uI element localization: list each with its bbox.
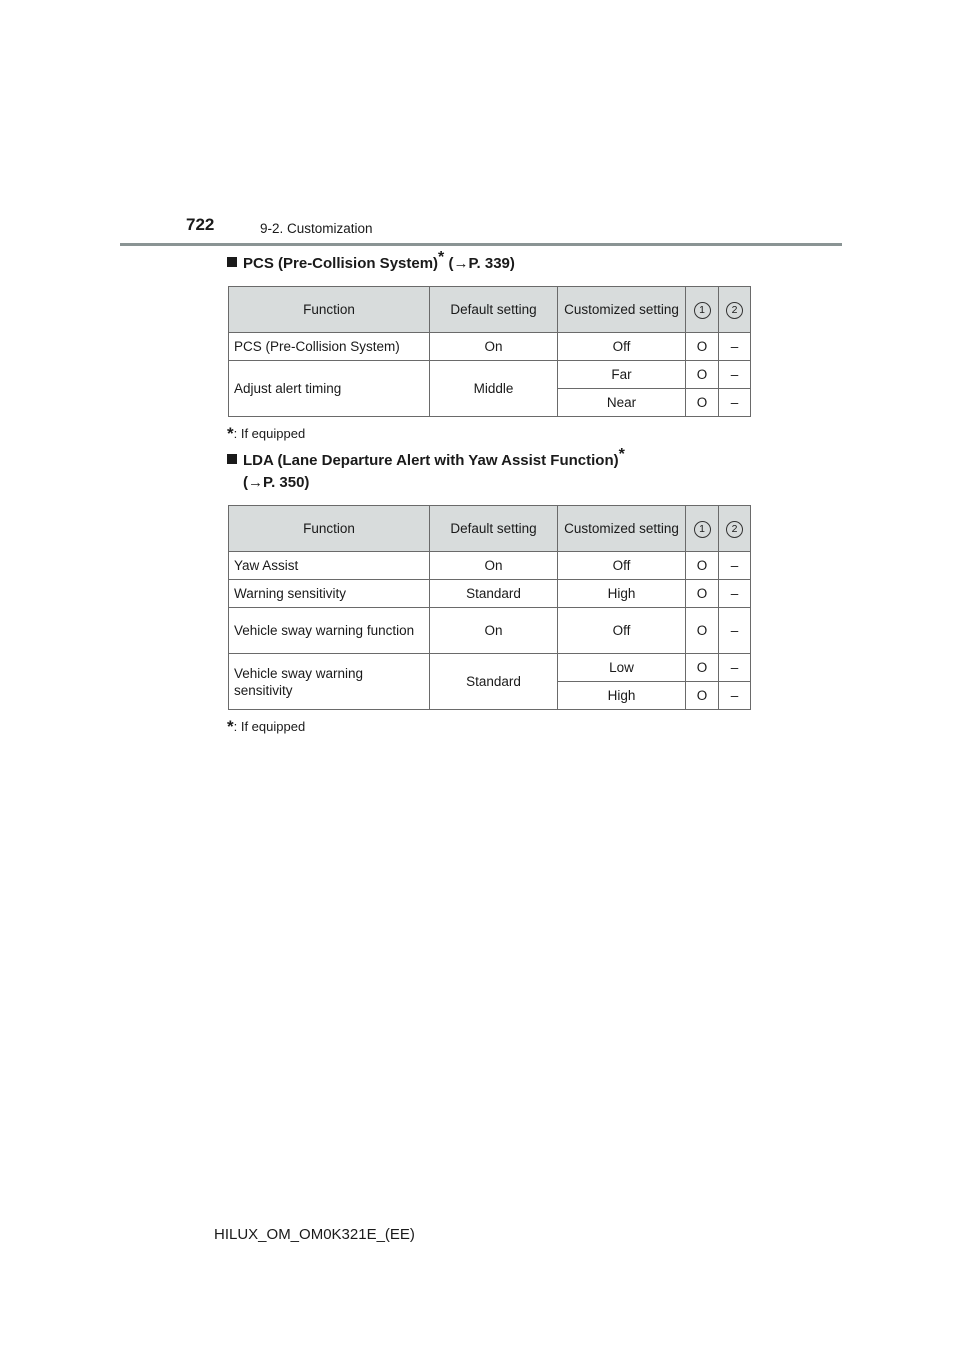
method-1-cell: O xyxy=(686,682,719,710)
page-number: 722 xyxy=(186,215,215,234)
table-row xyxy=(229,333,751,361)
circled-1-icon: 1 xyxy=(694,521,711,538)
pcs-heading xyxy=(227,249,515,275)
method-1-cell: O xyxy=(686,580,719,608)
custom-cell: Off xyxy=(558,552,686,580)
method-2-cell: – xyxy=(719,333,751,361)
custom-cell: Low xyxy=(558,654,686,682)
method-2-cell: – xyxy=(719,361,751,389)
function-cell: PCS (Pre-Collision System) xyxy=(229,333,430,361)
circled-1-icon: 1 xyxy=(694,302,711,319)
default-cell: Standard xyxy=(430,580,558,608)
circled-2-icon: 2 xyxy=(726,302,743,319)
column-header-customized: Customized setting xyxy=(558,287,686,333)
column-header-default: Default setting xyxy=(430,287,558,333)
function-cell: Adjust alert timing xyxy=(229,361,430,417)
column-header-method-2 xyxy=(719,506,751,552)
default-cell: On xyxy=(430,608,558,654)
square-bullet-icon xyxy=(227,257,237,267)
table-header-row xyxy=(229,506,751,552)
table-row xyxy=(229,552,751,580)
lda-title-asterisk: * xyxy=(618,446,625,463)
default-cell: On xyxy=(430,333,558,361)
footnote-asterisk: * xyxy=(227,424,234,443)
custom-cell: Far xyxy=(558,361,686,389)
function-cell: Yaw Assist xyxy=(229,552,430,580)
table-row xyxy=(229,580,751,608)
column-header-customized: Customized setting xyxy=(558,506,686,552)
lda-footnote xyxy=(227,717,305,737)
square-bullet-icon xyxy=(227,454,237,464)
method-2-cell: – xyxy=(719,608,751,654)
method-2-cell: – xyxy=(719,389,751,417)
table-row xyxy=(229,654,751,682)
method-2-cell: – xyxy=(719,552,751,580)
column-header-function: Function xyxy=(229,287,430,333)
method-1-cell: O xyxy=(686,333,719,361)
column-header-method-1 xyxy=(686,287,719,333)
table-row xyxy=(229,608,751,654)
custom-cell: High xyxy=(558,682,686,710)
lda-page-ref: (→P. 350) xyxy=(243,474,310,491)
footnote-text: : If equipped xyxy=(233,719,306,734)
pcs-page-ref: (→P. 339) xyxy=(448,255,515,272)
pcs-footnote xyxy=(227,424,305,444)
method-2-cell: – xyxy=(719,682,751,710)
lda-title: LDA (Lane Departure Alert with Yaw Assist Function) xyxy=(243,452,619,469)
function-cell: Vehicle sway warning sensitivity xyxy=(229,654,430,710)
custom-cell: Off xyxy=(558,333,686,361)
method-2-cell: – xyxy=(719,654,751,682)
table-header-row xyxy=(229,287,751,333)
method-1-cell: O xyxy=(686,552,719,580)
lda-heading xyxy=(227,446,625,494)
pcs-title: PCS (Pre-Collision System) xyxy=(243,255,439,272)
method-1-cell: O xyxy=(686,361,719,389)
section-title: 9-2. Customization xyxy=(260,221,373,236)
default-cell: Middle xyxy=(430,361,558,417)
lda-settings-table xyxy=(228,505,751,710)
method-2-cell: – xyxy=(719,580,751,608)
column-header-method-2 xyxy=(719,287,751,333)
column-header-function: Function xyxy=(229,506,430,552)
custom-cell: High xyxy=(558,580,686,608)
custom-cell: Near xyxy=(558,389,686,417)
function-cell: Warning sensitivity xyxy=(229,580,430,608)
default-cell: Standard xyxy=(430,654,558,710)
pcs-title-asterisk: * xyxy=(438,249,445,266)
default-cell: On xyxy=(430,552,558,580)
table-row xyxy=(229,361,751,389)
method-1-cell: O xyxy=(686,389,719,417)
method-1-cell: O xyxy=(686,654,719,682)
circled-2-icon: 2 xyxy=(726,521,743,538)
method-1-cell: O xyxy=(686,608,719,654)
column-header-method-1 xyxy=(686,506,719,552)
function-cell: Vehicle sway warning function xyxy=(229,608,430,654)
custom-cell: Off xyxy=(558,608,686,654)
footnote-text: : If equipped xyxy=(233,426,306,441)
pcs-settings-table xyxy=(228,286,751,417)
column-header-default: Default setting xyxy=(430,506,558,552)
document-code: HILUX_OM_OM0K321E_(EE) xyxy=(214,1226,415,1243)
footnote-asterisk: * xyxy=(227,717,234,736)
header-divider xyxy=(120,243,842,246)
